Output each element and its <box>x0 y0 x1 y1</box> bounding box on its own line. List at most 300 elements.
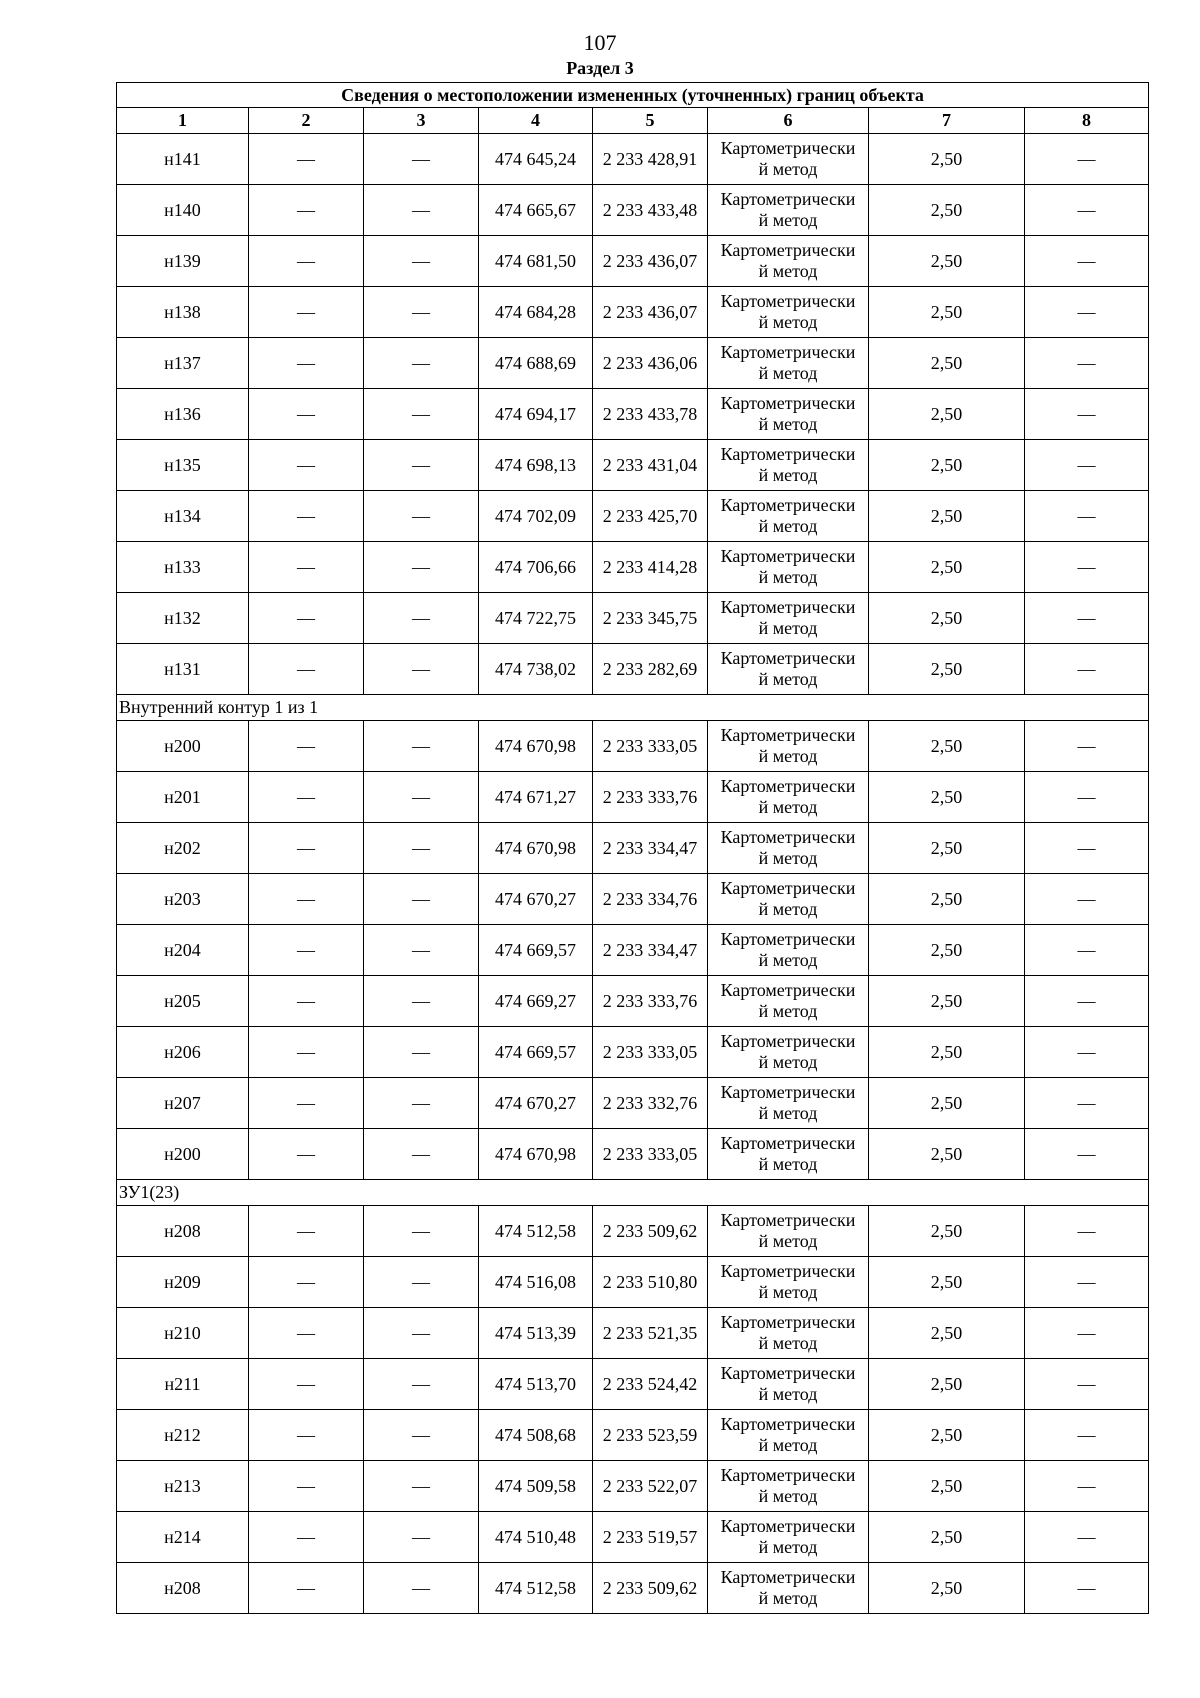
x-coordinate-cell: 474 670,98 <box>479 1129 593 1180</box>
col3-cell: — <box>364 338 479 389</box>
col8-cell: — <box>1025 925 1149 976</box>
method-cell <box>708 1410 869 1461</box>
method-text-line: й метод <box>758 159 818 179</box>
method-cell <box>708 185 869 236</box>
table-row <box>117 1027 1149 1078</box>
accuracy-cell: 2,50 <box>869 389 1025 440</box>
method-cell <box>708 1206 869 1257</box>
accuracy-cell: 2,50 <box>869 542 1025 593</box>
column-number: 2 <box>249 108 364 134</box>
point-label-cell: н140 <box>117 185 249 236</box>
table-row <box>117 1206 1149 1257</box>
col8-cell: — <box>1025 542 1149 593</box>
col8-cell: — <box>1025 440 1149 491</box>
method-text-line: Картометрически <box>720 725 856 745</box>
table-row <box>117 721 1149 772</box>
col8-cell: — <box>1025 491 1149 542</box>
x-coordinate-cell: 474 702,09 <box>479 491 593 542</box>
table-row <box>117 134 1149 185</box>
method-text-line: Картометрически <box>720 342 856 362</box>
accuracy-cell: 2,50 <box>869 1563 1025 1614</box>
col8-cell: — <box>1025 134 1149 185</box>
method-cell <box>708 644 869 695</box>
y-coordinate-cell: 2 233 524,42 <box>593 1359 708 1410</box>
col3-cell: — <box>364 644 479 695</box>
table-row <box>117 1410 1149 1461</box>
accuracy-cell: 2,50 <box>869 1206 1025 1257</box>
table-row <box>117 593 1149 644</box>
method-text-line: Картометрически <box>720 189 856 209</box>
method-cell <box>708 1308 869 1359</box>
method-text-line: Картометрически <box>720 1516 856 1536</box>
col3-cell: — <box>364 389 479 440</box>
col8-cell: — <box>1025 644 1149 695</box>
method-text-line: Картометрически <box>720 980 856 1000</box>
method-text-line: й метод <box>758 312 818 332</box>
x-coordinate-cell: 474 510,48 <box>479 1512 593 1563</box>
table-caption-row <box>117 83 1149 108</box>
accuracy-cell: 2,50 <box>869 593 1025 644</box>
y-coordinate-cell: 2 233 523,59 <box>593 1410 708 1461</box>
y-coordinate-cell: 2 233 509,62 <box>593 1563 708 1614</box>
col2-cell: — <box>249 721 364 772</box>
col8-cell: — <box>1025 1078 1149 1129</box>
accuracy-cell: 2,50 <box>869 976 1025 1027</box>
col2-cell: — <box>249 287 364 338</box>
table-row <box>117 1512 1149 1563</box>
point-label-cell: н141 <box>117 134 249 185</box>
x-coordinate-cell: 474 670,98 <box>479 721 593 772</box>
y-coordinate-cell: 2 233 509,62 <box>593 1206 708 1257</box>
method-text-line: Картометрически <box>720 597 856 617</box>
col3-cell: — <box>364 1512 479 1563</box>
x-coordinate-cell: 474 509,58 <box>479 1461 593 1512</box>
col8-cell: — <box>1025 1359 1149 1410</box>
table-row <box>117 1129 1149 1180</box>
point-label-cell: н137 <box>117 338 249 389</box>
method-text-line: й метод <box>758 1154 818 1174</box>
table-row <box>117 1359 1149 1410</box>
y-coordinate-cell: 2 233 332,76 <box>593 1078 708 1129</box>
table-row <box>117 236 1149 287</box>
col3-cell: — <box>364 542 479 593</box>
col2-cell: — <box>249 389 364 440</box>
accuracy-cell: 2,50 <box>869 338 1025 389</box>
col3-cell: — <box>364 925 479 976</box>
method-text-line: Картометрически <box>720 1031 856 1051</box>
x-coordinate-cell: 474 665,67 <box>479 185 593 236</box>
table-row <box>117 1563 1149 1614</box>
accuracy-cell: 2,50 <box>869 134 1025 185</box>
y-coordinate-cell: 2 233 431,04 <box>593 440 708 491</box>
col3-cell: — <box>364 874 479 925</box>
accuracy-cell: 2,50 <box>869 823 1025 874</box>
method-text-line: Картометрически <box>720 444 856 464</box>
x-coordinate-cell: 474 738,02 <box>479 644 593 695</box>
point-label-cell: н135 <box>117 440 249 491</box>
method-cell <box>708 1129 869 1180</box>
y-coordinate-cell: 2 233 333,76 <box>593 976 708 1027</box>
method-text-line: й метод <box>758 1231 818 1251</box>
x-coordinate-cell: 474 645,24 <box>479 134 593 185</box>
method-cell <box>708 287 869 338</box>
x-coordinate-cell: 474 694,17 <box>479 389 593 440</box>
col8-cell: — <box>1025 721 1149 772</box>
method-cell <box>708 1461 869 1512</box>
table-row <box>117 1461 1149 1512</box>
accuracy-cell: 2,50 <box>869 874 1025 925</box>
col3-cell: — <box>364 236 479 287</box>
table-row <box>117 389 1149 440</box>
method-text-line: й метод <box>758 363 818 383</box>
method-text-line: Картометрически <box>720 1261 856 1281</box>
col2-cell: — <box>249 772 364 823</box>
method-cell <box>708 976 869 1027</box>
method-text-line: Картометрически <box>720 291 856 311</box>
method-cell <box>708 1359 869 1410</box>
col3-cell: — <box>364 440 479 491</box>
col8-cell: — <box>1025 1563 1149 1614</box>
method-text-line: й метод <box>758 567 818 587</box>
method-cell <box>708 721 869 772</box>
table-row <box>117 644 1149 695</box>
method-cell <box>708 338 869 389</box>
col3-cell: — <box>364 1308 479 1359</box>
column-number: 5 <box>593 108 708 134</box>
accuracy-cell: 2,50 <box>869 440 1025 491</box>
method-cell <box>708 236 869 287</box>
method-text-line: й метод <box>758 669 818 689</box>
method-text-line: й метод <box>758 746 818 766</box>
x-coordinate-cell: 474 512,58 <box>479 1206 593 1257</box>
page-number: 107 <box>583 30 617 55</box>
method-text-line: Картометрически <box>720 878 856 898</box>
method-cell <box>708 1027 869 1078</box>
method-cell <box>708 593 869 644</box>
method-cell <box>708 823 869 874</box>
accuracy-cell: 2,50 <box>869 236 1025 287</box>
method-cell <box>708 874 869 925</box>
table-row <box>117 440 1149 491</box>
method-text-line: й метод <box>758 797 818 817</box>
method-text-line: й метод <box>758 848 818 868</box>
method-text-line: й метод <box>758 1435 818 1455</box>
col8-cell: — <box>1025 185 1149 236</box>
accuracy-cell: 2,50 <box>869 1078 1025 1129</box>
col2-cell: — <box>249 1512 364 1563</box>
point-label-cell: н213 <box>117 1461 249 1512</box>
col2-cell: — <box>249 1257 364 1308</box>
point-label-cell: н133 <box>117 542 249 593</box>
method-text-line: Картометрически <box>720 1414 856 1434</box>
accuracy-cell: 2,50 <box>869 1129 1025 1180</box>
accuracy-cell: 2,50 <box>869 1461 1025 1512</box>
table-row <box>117 542 1149 593</box>
point-label-cell: н134 <box>117 491 249 542</box>
method-text-line: Картометрически <box>720 1363 856 1383</box>
column-number-row <box>117 108 1149 134</box>
column-number: 4 <box>479 108 593 134</box>
col2-cell: — <box>249 1078 364 1129</box>
col8-cell: — <box>1025 1129 1149 1180</box>
col2-cell: — <box>249 1129 364 1180</box>
col2-cell: — <box>249 236 364 287</box>
x-coordinate-cell: 474 669,57 <box>479 1027 593 1078</box>
method-text-line: Картометрически <box>720 495 856 515</box>
col3-cell: — <box>364 1078 479 1129</box>
method-text-line: Картометрически <box>720 827 856 847</box>
method-cell <box>708 389 869 440</box>
y-coordinate-cell: 2 233 433,48 <box>593 185 708 236</box>
point-label-cell: н212 <box>117 1410 249 1461</box>
method-text-line: й метод <box>758 899 818 919</box>
table-row <box>117 491 1149 542</box>
y-coordinate-cell: 2 233 333,76 <box>593 772 708 823</box>
method-text-line: Картометрически <box>720 1133 856 1153</box>
method-text-line: й метод <box>758 1052 818 1072</box>
method-text-line: й метод <box>758 1537 818 1557</box>
contour-heading-row <box>117 695 1149 721</box>
col2-cell: — <box>249 1206 364 1257</box>
method-text-line: й метод <box>758 210 818 230</box>
method-text-line: Картометрически <box>720 393 856 413</box>
table-body <box>117 83 1149 1614</box>
contour-heading: ЗУ1(23) <box>117 1180 1149 1206</box>
table-row <box>117 338 1149 389</box>
col8-cell: — <box>1025 593 1149 644</box>
col3-cell: — <box>364 1129 479 1180</box>
y-coordinate-cell: 2 233 510,80 <box>593 1257 708 1308</box>
method-text-line: Картометрически <box>720 1465 856 1485</box>
method-text-line: й метод <box>758 261 818 281</box>
col8-cell: — <box>1025 287 1149 338</box>
col3-cell: — <box>364 185 479 236</box>
col3-cell: — <box>364 491 479 542</box>
accuracy-cell: 2,50 <box>869 1027 1025 1078</box>
col2-cell: — <box>249 925 364 976</box>
section-title: Раздел 3 <box>566 58 634 78</box>
accuracy-cell: 2,50 <box>869 925 1025 976</box>
point-label-cell: н200 <box>117 1129 249 1180</box>
method-text-line: й метод <box>758 465 818 485</box>
y-coordinate-cell: 2 233 519,57 <box>593 1512 708 1563</box>
col2-cell: — <box>249 593 364 644</box>
col2-cell: — <box>249 874 364 925</box>
col8-cell: — <box>1025 338 1149 389</box>
y-coordinate-cell: 2 233 425,70 <box>593 491 708 542</box>
col2-cell: — <box>249 440 364 491</box>
y-coordinate-cell: 2 233 436,06 <box>593 338 708 389</box>
method-text-line: Картометрически <box>720 1082 856 1102</box>
method-cell <box>708 772 869 823</box>
col3-cell: — <box>364 976 479 1027</box>
x-coordinate-cell: 474 722,75 <box>479 593 593 644</box>
accuracy-cell: 2,50 <box>869 1257 1025 1308</box>
col2-cell: — <box>249 1461 364 1512</box>
col3-cell: — <box>364 1027 479 1078</box>
x-coordinate-cell: 474 513,39 <box>479 1308 593 1359</box>
col3-cell: — <box>364 134 479 185</box>
col8-cell: — <box>1025 1027 1149 1078</box>
method-text-line: Картометрически <box>720 138 856 158</box>
x-coordinate-cell: 474 669,57 <box>479 925 593 976</box>
method-text-line: й метод <box>758 414 818 434</box>
col3-cell: — <box>364 287 479 338</box>
col3-cell: — <box>364 772 479 823</box>
x-coordinate-cell: 474 512,58 <box>479 1563 593 1614</box>
boundary-coordinates-table <box>116 82 1149 1614</box>
col8-cell: — <box>1025 976 1149 1027</box>
col8-cell: — <box>1025 1257 1149 1308</box>
col2-cell: — <box>249 1563 364 1614</box>
y-coordinate-cell: 2 233 436,07 <box>593 287 708 338</box>
method-text-line: Картометрически <box>720 1312 856 1332</box>
col2-cell: — <box>249 134 364 185</box>
table-row <box>117 1308 1149 1359</box>
method-text-line: й метод <box>758 618 818 638</box>
y-coordinate-cell: 2 233 334,47 <box>593 925 708 976</box>
col8-cell: — <box>1025 389 1149 440</box>
y-coordinate-cell: 2 233 436,07 <box>593 236 708 287</box>
table-row <box>117 1078 1149 1129</box>
point-label-cell: н207 <box>117 1078 249 1129</box>
method-text-line: Картометрически <box>720 240 856 260</box>
table-row <box>117 823 1149 874</box>
col2-cell: — <box>249 491 364 542</box>
table-row <box>117 874 1149 925</box>
point-label-cell: н214 <box>117 1512 249 1563</box>
method-cell <box>708 542 869 593</box>
method-text-line: й метод <box>758 1282 818 1302</box>
method-text-line: й метод <box>758 1384 818 1404</box>
method-cell <box>708 925 869 976</box>
point-label-cell: н208 <box>117 1206 249 1257</box>
point-label-cell: н203 <box>117 874 249 925</box>
accuracy-cell: 2,50 <box>869 772 1025 823</box>
col8-cell: — <box>1025 823 1149 874</box>
point-label-cell: н202 <box>117 823 249 874</box>
contour-heading: Внутренний контур 1 из 1 <box>117 695 1149 721</box>
col8-cell: — <box>1025 1206 1149 1257</box>
x-coordinate-cell: 474 508,68 <box>479 1410 593 1461</box>
point-label-cell: н205 <box>117 976 249 1027</box>
accuracy-cell: 2,50 <box>869 1512 1025 1563</box>
method-text-line: й метод <box>758 516 818 536</box>
col3-cell: — <box>364 1359 479 1410</box>
column-number: 6 <box>708 108 869 134</box>
x-coordinate-cell: 474 670,27 <box>479 874 593 925</box>
accuracy-cell: 2,50 <box>869 1308 1025 1359</box>
y-coordinate-cell: 2 233 414,28 <box>593 542 708 593</box>
col8-cell: — <box>1025 236 1149 287</box>
method-text-line: й метод <box>758 1588 818 1608</box>
method-text-line: й метод <box>758 1333 818 1353</box>
point-label-cell: н138 <box>117 287 249 338</box>
y-coordinate-cell: 2 233 428,91 <box>593 134 708 185</box>
y-coordinate-cell: 2 233 334,47 <box>593 823 708 874</box>
method-text-line: й метод <box>758 1001 818 1021</box>
method-text-line: й метод <box>758 1103 818 1123</box>
col3-cell: — <box>364 1410 479 1461</box>
method-cell <box>708 1563 869 1614</box>
accuracy-cell: 2,50 <box>869 287 1025 338</box>
method-text-line: й метод <box>758 1486 818 1506</box>
table-row <box>117 772 1149 823</box>
point-label-cell: н200 <box>117 721 249 772</box>
y-coordinate-cell: 2 233 333,05 <box>593 1129 708 1180</box>
col3-cell: — <box>364 1563 479 1614</box>
col2-cell: — <box>249 338 364 389</box>
point-label-cell: н211 <box>117 1359 249 1410</box>
point-label-cell: н201 <box>117 772 249 823</box>
x-coordinate-cell: 474 670,27 <box>479 1078 593 1129</box>
method-cell <box>708 491 869 542</box>
point-label-cell: н210 <box>117 1308 249 1359</box>
x-coordinate-cell: 474 684,28 <box>479 287 593 338</box>
col3-cell: — <box>364 823 479 874</box>
method-text-line: Картометрически <box>720 1567 856 1587</box>
col8-cell: — <box>1025 1461 1149 1512</box>
col3-cell: — <box>364 1206 479 1257</box>
col2-cell: — <box>249 1027 364 1078</box>
column-number: 7 <box>869 108 1025 134</box>
col2-cell: — <box>249 1359 364 1410</box>
y-coordinate-cell: 2 233 521,35 <box>593 1308 708 1359</box>
x-coordinate-cell: 474 513,70 <box>479 1359 593 1410</box>
accuracy-cell: 2,50 <box>869 185 1025 236</box>
col8-cell: — <box>1025 772 1149 823</box>
y-coordinate-cell: 2 233 345,75 <box>593 593 708 644</box>
y-coordinate-cell: 2 233 433,78 <box>593 389 708 440</box>
col2-cell: — <box>249 1410 364 1461</box>
point-label-cell: н206 <box>117 1027 249 1078</box>
method-cell <box>708 1257 869 1308</box>
accuracy-cell: 2,50 <box>869 644 1025 695</box>
table-row <box>117 976 1149 1027</box>
accuracy-cell: 2,50 <box>869 1410 1025 1461</box>
point-label-cell: н209 <box>117 1257 249 1308</box>
col2-cell: — <box>249 976 364 1027</box>
y-coordinate-cell: 2 233 522,07 <box>593 1461 708 1512</box>
col8-cell: — <box>1025 874 1149 925</box>
method-text-line: й метод <box>758 950 818 970</box>
column-number: 8 <box>1025 108 1149 134</box>
method-cell <box>708 440 869 491</box>
point-label-cell: н131 <box>117 644 249 695</box>
x-coordinate-cell: 474 516,08 <box>479 1257 593 1308</box>
column-number: 3 <box>364 108 479 134</box>
column-number: 1 <box>117 108 249 134</box>
y-coordinate-cell: 2 233 333,05 <box>593 721 708 772</box>
method-text-line: Картометрически <box>720 1210 856 1230</box>
point-label-cell: н132 <box>117 593 249 644</box>
accuracy-cell: 2,50 <box>869 721 1025 772</box>
col3-cell: — <box>364 1461 479 1512</box>
col2-cell: — <box>249 644 364 695</box>
x-coordinate-cell: 474 688,69 <box>479 338 593 389</box>
table-row <box>117 925 1149 976</box>
col2-cell: — <box>249 823 364 874</box>
x-coordinate-cell: 474 669,27 <box>479 976 593 1027</box>
method-text-line: Картометрически <box>720 929 856 949</box>
point-label-cell: н136 <box>117 389 249 440</box>
accuracy-cell: 2,50 <box>869 1359 1025 1410</box>
x-coordinate-cell: 474 706,66 <box>479 542 593 593</box>
x-coordinate-cell: 474 681,50 <box>479 236 593 287</box>
method-text-line: Картометрически <box>720 776 856 796</box>
col2-cell: — <box>249 185 364 236</box>
col8-cell: — <box>1025 1410 1149 1461</box>
